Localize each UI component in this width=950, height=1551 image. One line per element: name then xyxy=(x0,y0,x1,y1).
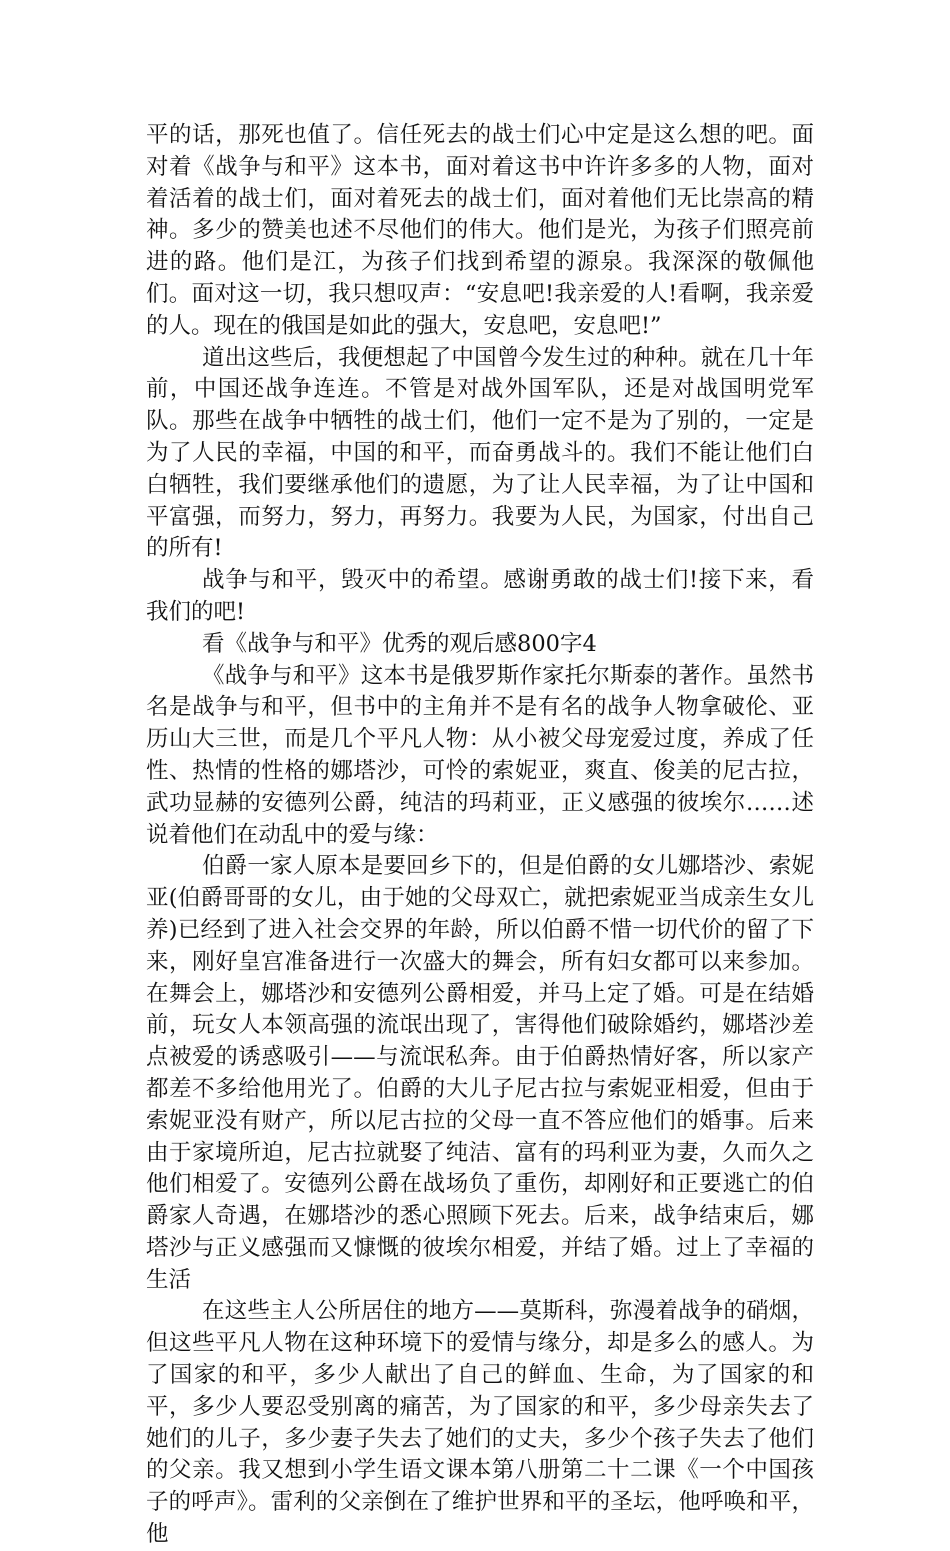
section-heading: 看《战争与和平》优秀的观后感800字4 xyxy=(202,630,597,657)
paragraph-3: 战争与和平，毁灭中的希望。感谢勇敢的战士们!接下来，看我们的吧! xyxy=(146,567,814,625)
document-body xyxy=(146,120,814,1551)
paragraph-7: 在这些主人公所居住的地方——莫斯科，弥漫着战争的硝烟，但这些平凡人物在这种环境下的爱情与缘分，却是多么的感人。为了国家的和平，多少人献出了自己的鲜血、生命，为了国家的和平，多少人要忍受别离的痛苦，为了国家的和平，多少母亲失去了她们的儿子，多少妻子失去了她们的丈夫，多少个孩子失去了他们的父亲。我又想到小学生语文课本第八册第二十二课《一个中国孩子的呼声》。雷利的父亲倒在了维护世界和平的圣坛，他呼唤和平，他 xyxy=(146,1298,814,1548)
paragraph-1: 平的话，那死也值了。信任死去的战士们心中定是这么想的吧。面对着《战争与和平》这本书，面对着这书中许许多多的人物，面对着活着的战士们，面对着死去的战士们，面对着他们无比崇高的精神。多少的赞美也述不尽他们的伟大。他们是光，为孩子们照亮前进的路。他们是江，为孩子们找到希望的源泉。我深深的敬佩他们。面对这一切，我只想叹声：“安息吧!我亲爱的人!看啊，我亲爱的人。现在的俄国是如此的强大，安息吧，安息吧!” xyxy=(146,122,814,339)
paragraph-2: 道出这些后，我便想起了中国曾今发生过的种种。就在几十年前，中国还战争连连。不管是对战外国军队，还是对战国明党军队。那些在战争中牺牲的战士们，他们一定不是为了别的，一定是为了人民的幸福，中国的和平，而奋勇战斗的。我们不能让他们白白牺牲，我们要继承他们的遗愿，为了让人民幸福，为了让中国和平富强，而努力，努力，再努力。我要为人民，为国家，付出自己的所有! xyxy=(146,344,814,562)
paragraph-5: 《战争与和平》这本书是俄罗斯作家托尔斯泰的著作。虽然书名是战争与和平，但书中的主角并不是有名的战争人物拿破伦、亚历山大三世，而是几个平凡人物：从小被父母宠爱过度，养成了任性、热情的性格的娜塔沙，可怜的索妮亚，爽直、俊美的尼古拉，武功显赫的安德列公爵，纯洁的玛莉亚，正义感强的彼埃尔……述说着他们在动乱中的爱与缘： xyxy=(146,662,814,848)
paragraph-6: 伯爵一家人原本是要回乡下的，但是伯爵的女儿娜塔沙、索妮亚(伯爵哥哥的女儿，由于她的父母双亡，就把索妮亚当成亲生女儿养)已经到了进入社会交界的年龄，所以伯爵不惜一切代价的留了下来，刚好皇宫准备进行一次盛大的舞会，所有妇女都可以来参加。在舞会上，娜塔沙和安德列公爵相爱，并马上定了婚。可是在结婚前，玩女人本领高强的流氓出现了，害得他们破除婚约，娜塔沙差点被爱的诱惑吸引——与流氓私奔。由于伯爵热情好客，所以家产都差不多给他用光了。伯爵的大儿子尼古拉与索妮亚相爱，但由于索妮亚没有财产，所以尼古拉的父母一直不答应他们的婚事。后来由于家境所迫，尼古拉就娶了纯洁、富有的玛利亚为妻，久而久之他们相爱了。安德列公爵在战场负了重伤，却刚好和正要逃亡的伯爵家人奇遇，在娜塔沙的悉心照顾下死去。后来，战争结束后，娜塔沙与正义感强而又慷慨的彼埃尔相爱，并结了婚。过上了幸福的生活 xyxy=(146,853,814,1293)
